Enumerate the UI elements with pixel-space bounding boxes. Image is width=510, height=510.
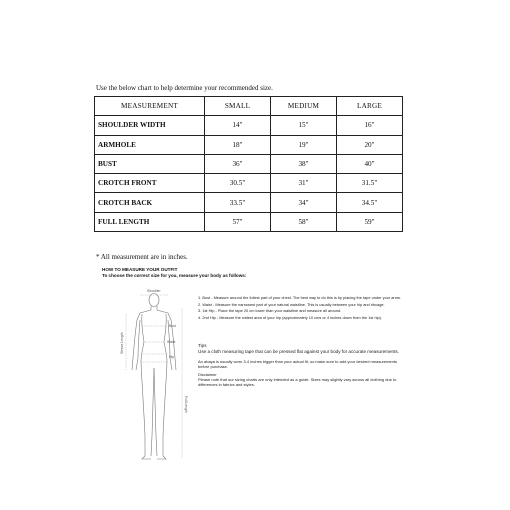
- waist-label: Waist: [167, 340, 176, 344]
- row-label: SHOULDER WIDTH: [95, 116, 205, 135]
- cell-medium: 38": [271, 154, 337, 173]
- cell-large: 59": [337, 212, 403, 231]
- row-label: BUST: [95, 154, 205, 173]
- full-length-label: Full Length: [184, 396, 188, 413]
- header-measurement: MEASUREMENT: [95, 97, 205, 116]
- cell-small: 33.5": [205, 193, 271, 212]
- step-second-hip: 4. 2nd Hip - Measure the widest area of your hip (approximately 10 cms or 4 inches down from the 1st hip).: [198, 314, 383, 320]
- row-label: ARMHOLE: [95, 135, 205, 154]
- howto-subtitle: To choose the correct size for you, measure your body as follows:: [102, 272, 247, 278]
- table-row: [95, 154, 403, 173]
- step-first-hip: 3. 1st Hip - Place the tape 20 cm lower than your waistline and measure all around.: [198, 308, 342, 313]
- measure-steps: [198, 295, 402, 321]
- header-small: SMALL: [205, 97, 271, 116]
- cell-large: 16": [337, 116, 403, 135]
- table-header-row: [95, 97, 403, 116]
- row-label: CROTCH BACK: [95, 193, 205, 212]
- cell-small: 36": [205, 154, 271, 173]
- cell-large: 34.5": [337, 193, 403, 212]
- cell-small: 57": [205, 212, 271, 231]
- tips-heading: Tips: [198, 343, 207, 348]
- cell-small: 30.5": [205, 174, 271, 193]
- size-chart-table: [94, 96, 403, 232]
- table-row: [95, 135, 403, 154]
- table-row: [95, 193, 403, 212]
- howto-header: [102, 267, 246, 278]
- step-waist: 2. Waist - Measure the narrowest part of your natural waistline. This is usually between your hip and ribcage.: [198, 301, 385, 307]
- cell-medium: 34": [271, 193, 337, 212]
- bust-label: Bust: [169, 324, 176, 328]
- table-row: [95, 212, 403, 231]
- cell-medium: 58": [271, 212, 337, 231]
- header-large: LARGE: [337, 97, 403, 116]
- cell-large: 20": [337, 135, 403, 154]
- inches-note: * All measurement are in inches.: [96, 253, 188, 261]
- abaya-text: An abaya is usually worn 3-4 inches bigger than your actual fit, so make sure to add your desired measurements before purchase.: [198, 358, 397, 369]
- table-row: [95, 116, 403, 135]
- cell-medium: 31": [271, 174, 337, 193]
- intro-text: Use the below chart to help determine your recommended size.: [96, 84, 273, 92]
- table-row: [95, 174, 403, 193]
- body-outline-icon: [110, 286, 202, 476]
- cell-large: 31.5": [337, 174, 403, 193]
- cell-small: 18": [205, 135, 271, 154]
- tips-text: Use a cloth measuring tape that can be pressed flat against your body for accurate measurements.: [198, 349, 399, 355]
- sleeve-length-label: Sleeve Length: [120, 332, 124, 354]
- disclaimer-text: Please note that our sizing charts are only intended as a guide. Sizes may slightly vary across all clothing due to differences in fabrics and styles.: [198, 376, 397, 387]
- step-bust: 1. Bust - Measure around the fullest part of your chest. The best way to do this is by placing the tape under your arms.: [198, 295, 401, 300]
- cell-medium: 15": [271, 116, 337, 135]
- cell-large: 40": [337, 154, 403, 173]
- row-label: FULL LENGTH: [95, 212, 205, 231]
- tips-section: [198, 343, 402, 390]
- body-measurement-figure: [110, 286, 202, 476]
- hip-label: Hip: [169, 355, 175, 359]
- row-label: CROTCH FRONT: [95, 174, 205, 193]
- header-medium: MEDIUM: [271, 97, 337, 116]
- cell-medium: 19": [271, 135, 337, 154]
- shoulder-label: Shoulder: [147, 289, 161, 293]
- disclaimer-heading: Disclaimer: [198, 371, 217, 377]
- howto-title: HOW TO MEASURE YOUR OUTFIT: [102, 267, 178, 272]
- cell-small: 14": [205, 116, 271, 135]
